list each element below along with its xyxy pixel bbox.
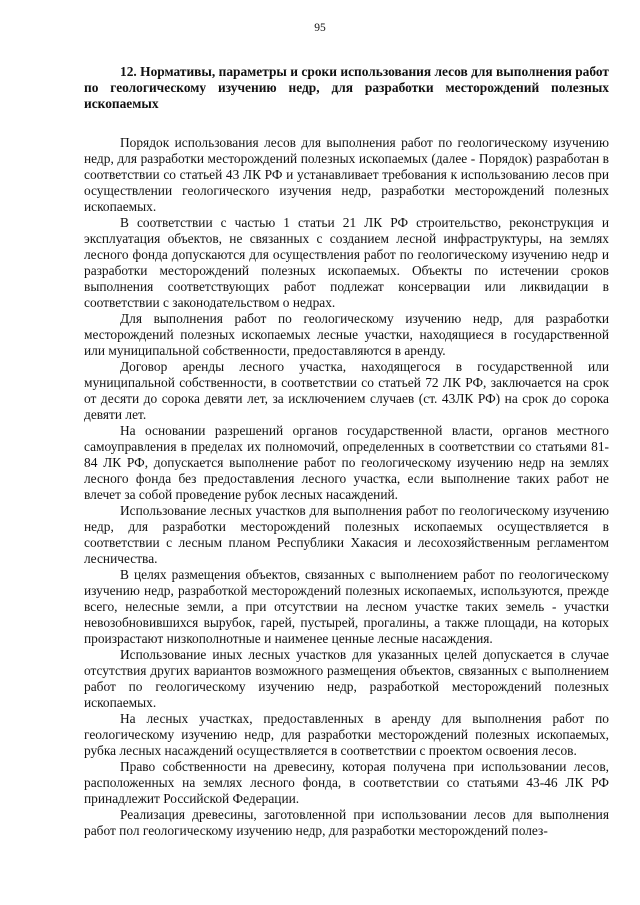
page-number: 95 — [314, 22, 326, 34]
paragraph: В соответствии с частью 1 статьи 21 ЛК РФ строительство, реконструкция и эксплуатация объектов, не связанных с созданием лесной инфраструктуры, на землях лесного фонда допускаются для осуществления работ по геологическому изучению недр и разработки месторождений полезных ископаемых. Объекты по истечении сроков выполнения соответствующих работ подлежат консервации или ликвидации в соответствии с законодательством о недрах. — [84, 215, 609, 311]
paragraph: Право собственности на древесину, которая получена при использовании лесов, расположенных на землях лесного фонда, в соответствии со статьями 43-46 ЛК РФ принадлежит Российской Федерации. — [84, 759, 609, 807]
paragraph: Порядок использования лесов для выполнения работ по геологическому изучению недр, для разработки месторождений полезных ископаемых (далее - Порядок) разработан в соответствии со статьей 43 ЛК РФ и устанавливает требования к использованию лесов при осуществлении геологического изучения недр, разработки месторождений полезных ископаемых. — [84, 135, 609, 215]
page-content — [84, 64, 609, 839]
paragraph: Договор аренды лесного участка, находящегося в государственной или муниципальной собственности, в соответствии со статьей 72 ЛК РФ, заключается на срок от десяти до сорока девяти лет, за исключением случаев (ст. 43ЛК РФ) на срок до сорока девяти лет. — [84, 359, 609, 423]
paragraph: Использование лесных участков для выполнения работ по геологическому изучению недр, для разработки месторождений полезных ископаемых осуществляется в соответствии с лесным планом Республики Хакасия и лесохозяйственным регламентом лесничества. — [84, 503, 609, 567]
paragraph: Для выполнения работ по геологическому изучению недр, для разработки месторождений полезных ископаемых лесные участки, находящиеся в государственной или муниципальной собственности, предоставляются в аренду. — [84, 311, 609, 359]
body-text — [84, 135, 609, 839]
paragraph: Реализация древесины, заготовленной при использовании лесов для выполнения работ пол геологическому изучению недр, для разработки месторождений полез- — [84, 807, 609, 839]
section-heading: 12. Нормативы, параметры и сроки использования лесов для выполнения работ по геологическому изучению недр, для разработки месторождений полезных ископаемых — [84, 64, 609, 111]
paragraph: На лесных участках, предоставленных в аренду для выполнения работ по геологическому изучению недр, для разработки месторождений полезных ископаемых, рубка лесных насаждений осуществляется в соответствии с проектом освоения лесов. — [84, 711, 609, 759]
paragraph: В целях размещения объектов, связанных с выполнением работ по геологическому изучению недр, разработкой месторождений полезных ископаемых, используются, прежде всего, нелесные земли, а при отсутствии на лесном участке таких земель - участки невозобновившихся вырубок, гарей, пустырей, прогалины, а также площади, на которых произрастают низкополнотные и наименее ценные лесные насаждения. — [84, 567, 609, 647]
paragraph: На основании разрешений органов государственной власти, органов местного самоуправления в пределах их полномочий, определенных в соответствии со статьями 81-84 ЛК РФ, допускается выполнение работ по геологическому изучению недр на землях лесного фонда без предоставления лесного участка, если выполнение таких работ не влечет за собой проведение рубок лесных насаждений. — [84, 423, 609, 503]
paragraph: Использование иных лесных участков для указанных целей допускается в случае отсутствия других вариантов возможного размещения объектов, связанных с выполнением работ по геологическому изучению недр, разработкой месторождений полезных ископаемых. — [84, 647, 609, 711]
